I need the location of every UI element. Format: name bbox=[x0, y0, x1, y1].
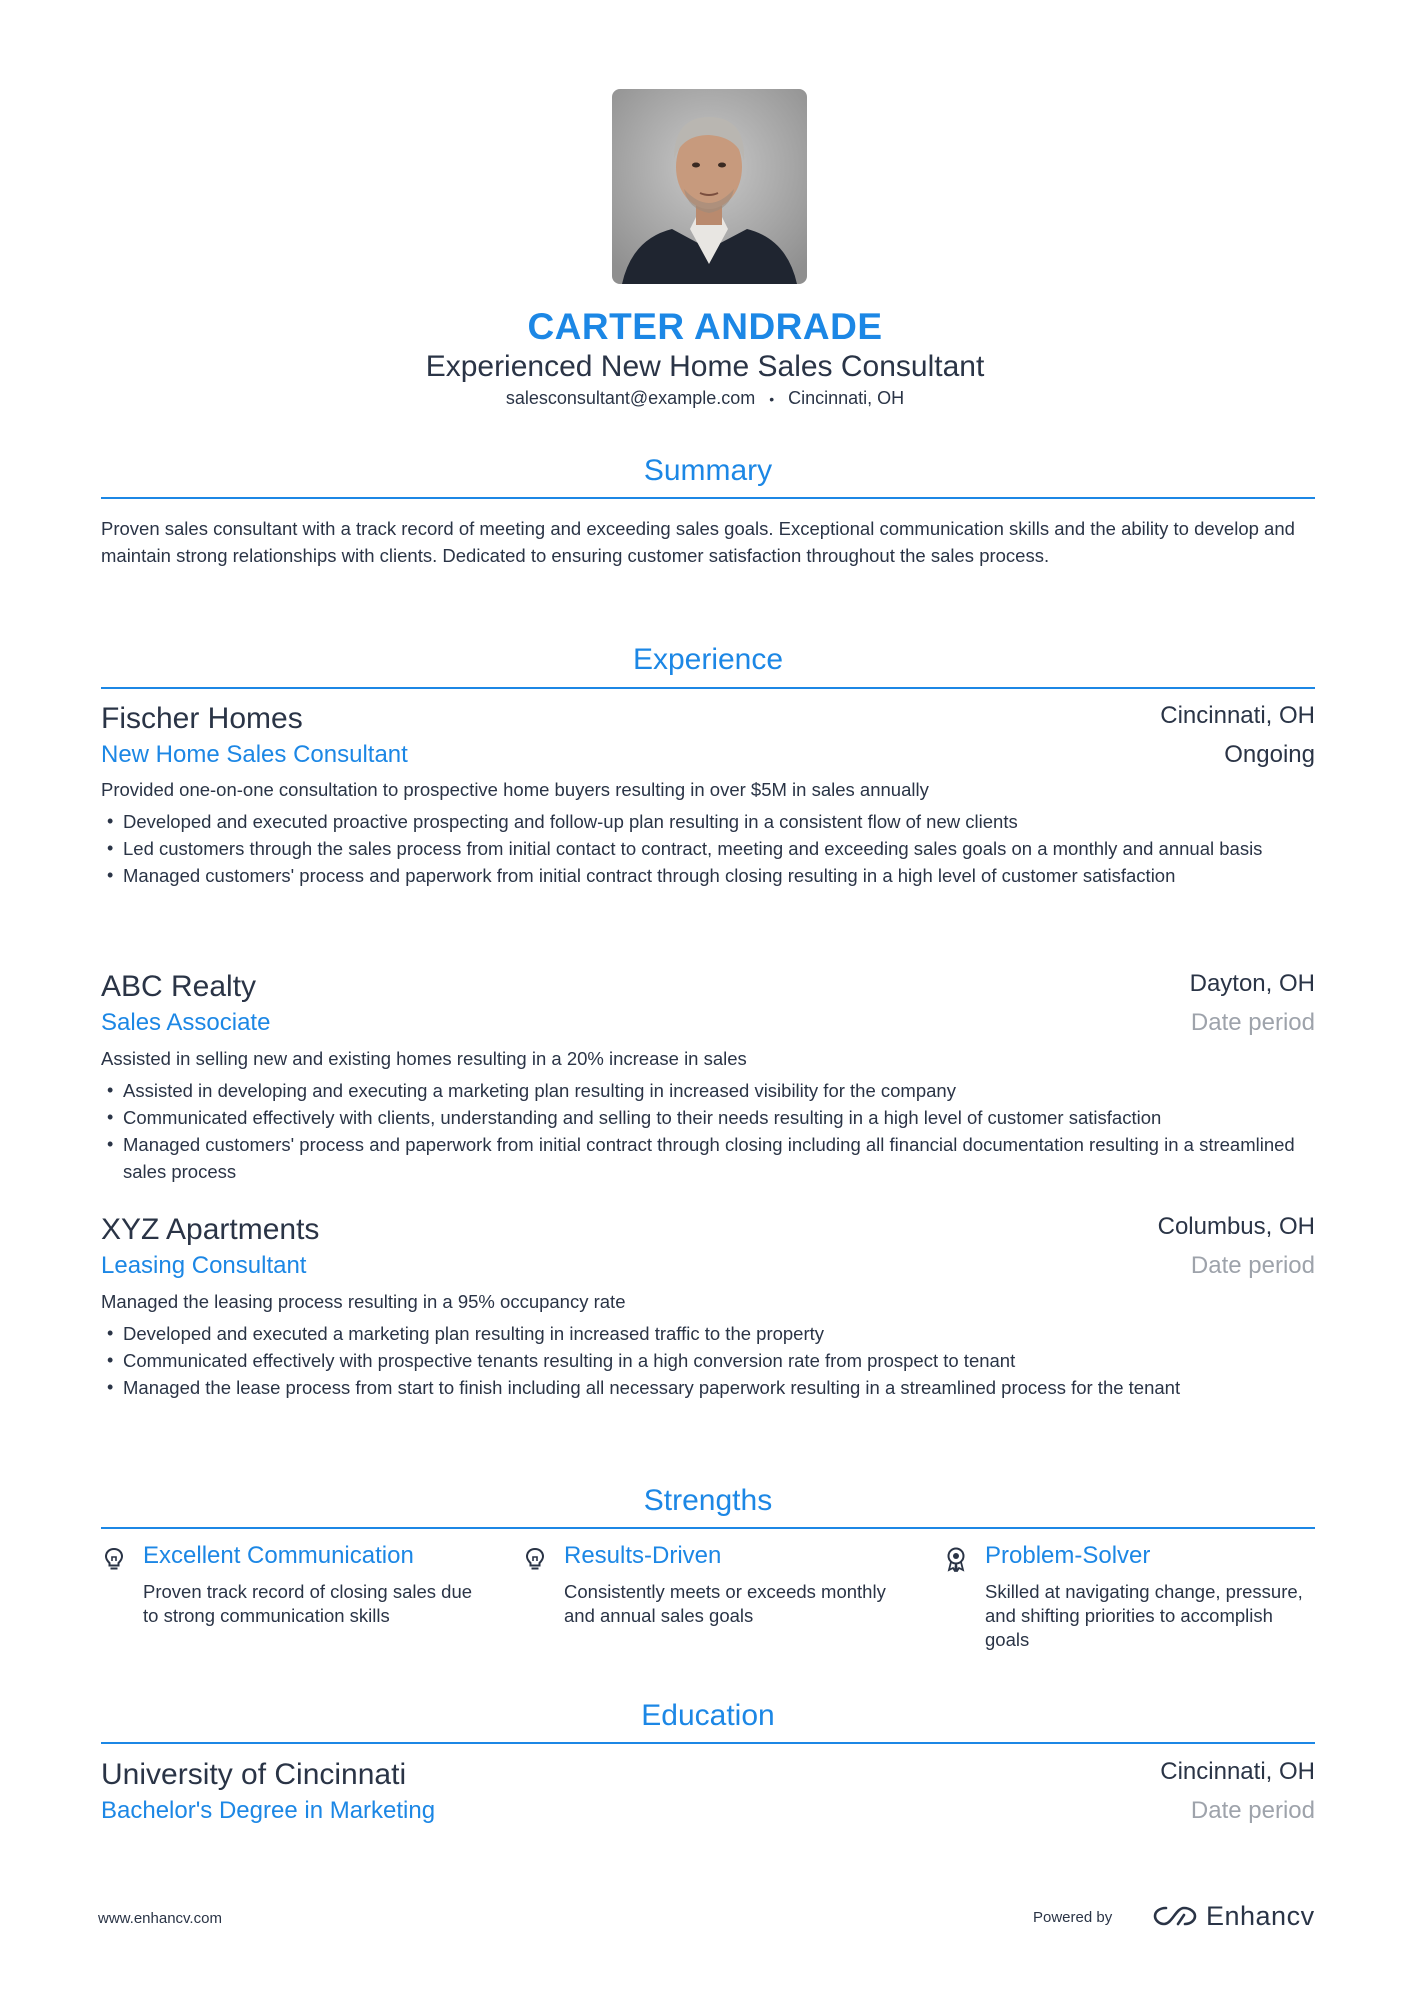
powered-by-label: Powered by bbox=[1033, 1909, 1113, 1926]
lightbulb-icon bbox=[522, 1546, 548, 1572]
job-date: Ongoing bbox=[1224, 741, 1315, 768]
strength-description: Skilled at navigating change, pressure, and shifting priorities to accomplish goals bbox=[985, 1581, 1303, 1650]
brand-logo[interactable] bbox=[1150, 1898, 1315, 1934]
job-role: Leasing Consultant bbox=[101, 1252, 307, 1279]
list-item: • Developed and executed proactive prospecting and follow-up plan resulting in a consistent flow of new clients bbox=[101, 808, 1315, 835]
candidate-name: CARTER ANDRADE bbox=[527, 306, 883, 347]
contact-email[interactable]: salesconsultant@example.com bbox=[505, 388, 756, 408]
job-bullets bbox=[101, 1320, 1315, 1401]
list-item: • Communicated effectively with prospective tenants resulting in a high conversion rate from prospect to tenant bbox=[101, 1347, 1315, 1374]
section-divider bbox=[101, 1742, 1315, 1744]
award-badge-icon bbox=[943, 1546, 969, 1572]
job-location: Dayton, OH bbox=[1189, 970, 1315, 997]
job-description: Managed the leasing process resulting in a 95% occupancy rate bbox=[101, 1291, 626, 1312]
section-title-summary: Summary bbox=[643, 454, 773, 487]
section-divider bbox=[101, 1527, 1315, 1529]
list-item: • Managed the lease process from start to finish including all necessary paperwork resulting in a streamlined process for the tenant bbox=[101, 1374, 1315, 1401]
education-location: Cincinnati, OH bbox=[1160, 1758, 1315, 1785]
strength-title: Problem-Solver bbox=[985, 1542, 1151, 1569]
footer-url[interactable]: www.enhancv.com bbox=[98, 1910, 222, 1927]
summary-text: Proven sales consultant with a track record of meeting and exceeding sales goals. Exceptional communication skills and the ability to develop and maintain strong relationships with clients. Dedicated to ensuring customer satisfaction throughout the sales process. bbox=[101, 518, 1295, 566]
strength-title: Results-Driven bbox=[564, 1542, 722, 1569]
profile-photo bbox=[612, 89, 807, 284]
lightbulb-icon bbox=[101, 1546, 127, 1572]
contact-line bbox=[0, 388, 1410, 409]
brand-name: Enhancv bbox=[1206, 1900, 1315, 1931]
section-divider bbox=[101, 687, 1315, 689]
job-date: Date period bbox=[1190, 1009, 1315, 1036]
job-company: XYZ Apartments bbox=[101, 1213, 320, 1246]
strength-description: Proven track record of closing sales due to strong communication skills bbox=[143, 1581, 473, 1626]
strength-description: Consistently meets or exceeds monthly and annual sales goals bbox=[564, 1581, 886, 1626]
job-bullets bbox=[101, 808, 1315, 889]
education-degree: Bachelor's Degree in Marketing bbox=[101, 1797, 436, 1824]
job-description: Assisted in selling new and existing homes resulting in a 20% increase in sales bbox=[101, 1048, 747, 1069]
list-item: • Communicated effectively with clients, understanding and selling to their needs resulting in a high level of customer satisfaction bbox=[101, 1104, 1315, 1131]
job-date: Date period bbox=[1190, 1252, 1315, 1279]
job-bullets bbox=[101, 1077, 1315, 1185]
separator-dot: • bbox=[769, 391, 775, 408]
list-item: • Managed customers' process and paperwork from initial contract through closing including all financial documentation resulting in a streamlined sales process bbox=[101, 1131, 1315, 1185]
education-date: Date period bbox=[1190, 1797, 1315, 1824]
job-role: Sales Associate bbox=[101, 1009, 271, 1036]
enhancv-logo-icon bbox=[1150, 1901, 1200, 1931]
contact-location: Cincinnati, OH bbox=[788, 388, 905, 408]
job-company: ABC Realty bbox=[101, 970, 257, 1003]
section-title-experience: Experience bbox=[632, 643, 784, 676]
list-item: • Managed customers' process and paperwork from initial contract through closing resulting in a high level of customer satisfaction bbox=[101, 862, 1315, 889]
job-location: Columbus, OH bbox=[1157, 1213, 1315, 1240]
job-role: New Home Sales Consultant bbox=[101, 741, 408, 768]
job-company: Fischer Homes bbox=[101, 702, 303, 735]
strength-title: Excellent Communication bbox=[143, 1542, 414, 1569]
job-location: Cincinnati, OH bbox=[1160, 702, 1315, 729]
list-item: • Assisted in developing and executing a marketing plan resulting in increased visibility for the company bbox=[101, 1077, 1315, 1104]
list-item: • Led customers through the sales process from initial contact to contract, meeting and exceeding sales goals on a monthly and annual basis bbox=[101, 835, 1315, 862]
education-school: University of Cincinnati bbox=[101, 1758, 407, 1791]
section-divider bbox=[101, 497, 1315, 499]
section-title-education: Education bbox=[641, 1699, 775, 1732]
section-title-strengths: Strengths bbox=[643, 1484, 773, 1517]
candidate-headline: Experienced New Home Sales Consultant bbox=[425, 350, 985, 383]
job-description: Provided one-on-one consultation to prospective home buyers resulting in over $5M in sales annually bbox=[101, 779, 929, 800]
list-item: • Developed and executed a marketing plan resulting in increased traffic to the property bbox=[101, 1320, 1315, 1347]
